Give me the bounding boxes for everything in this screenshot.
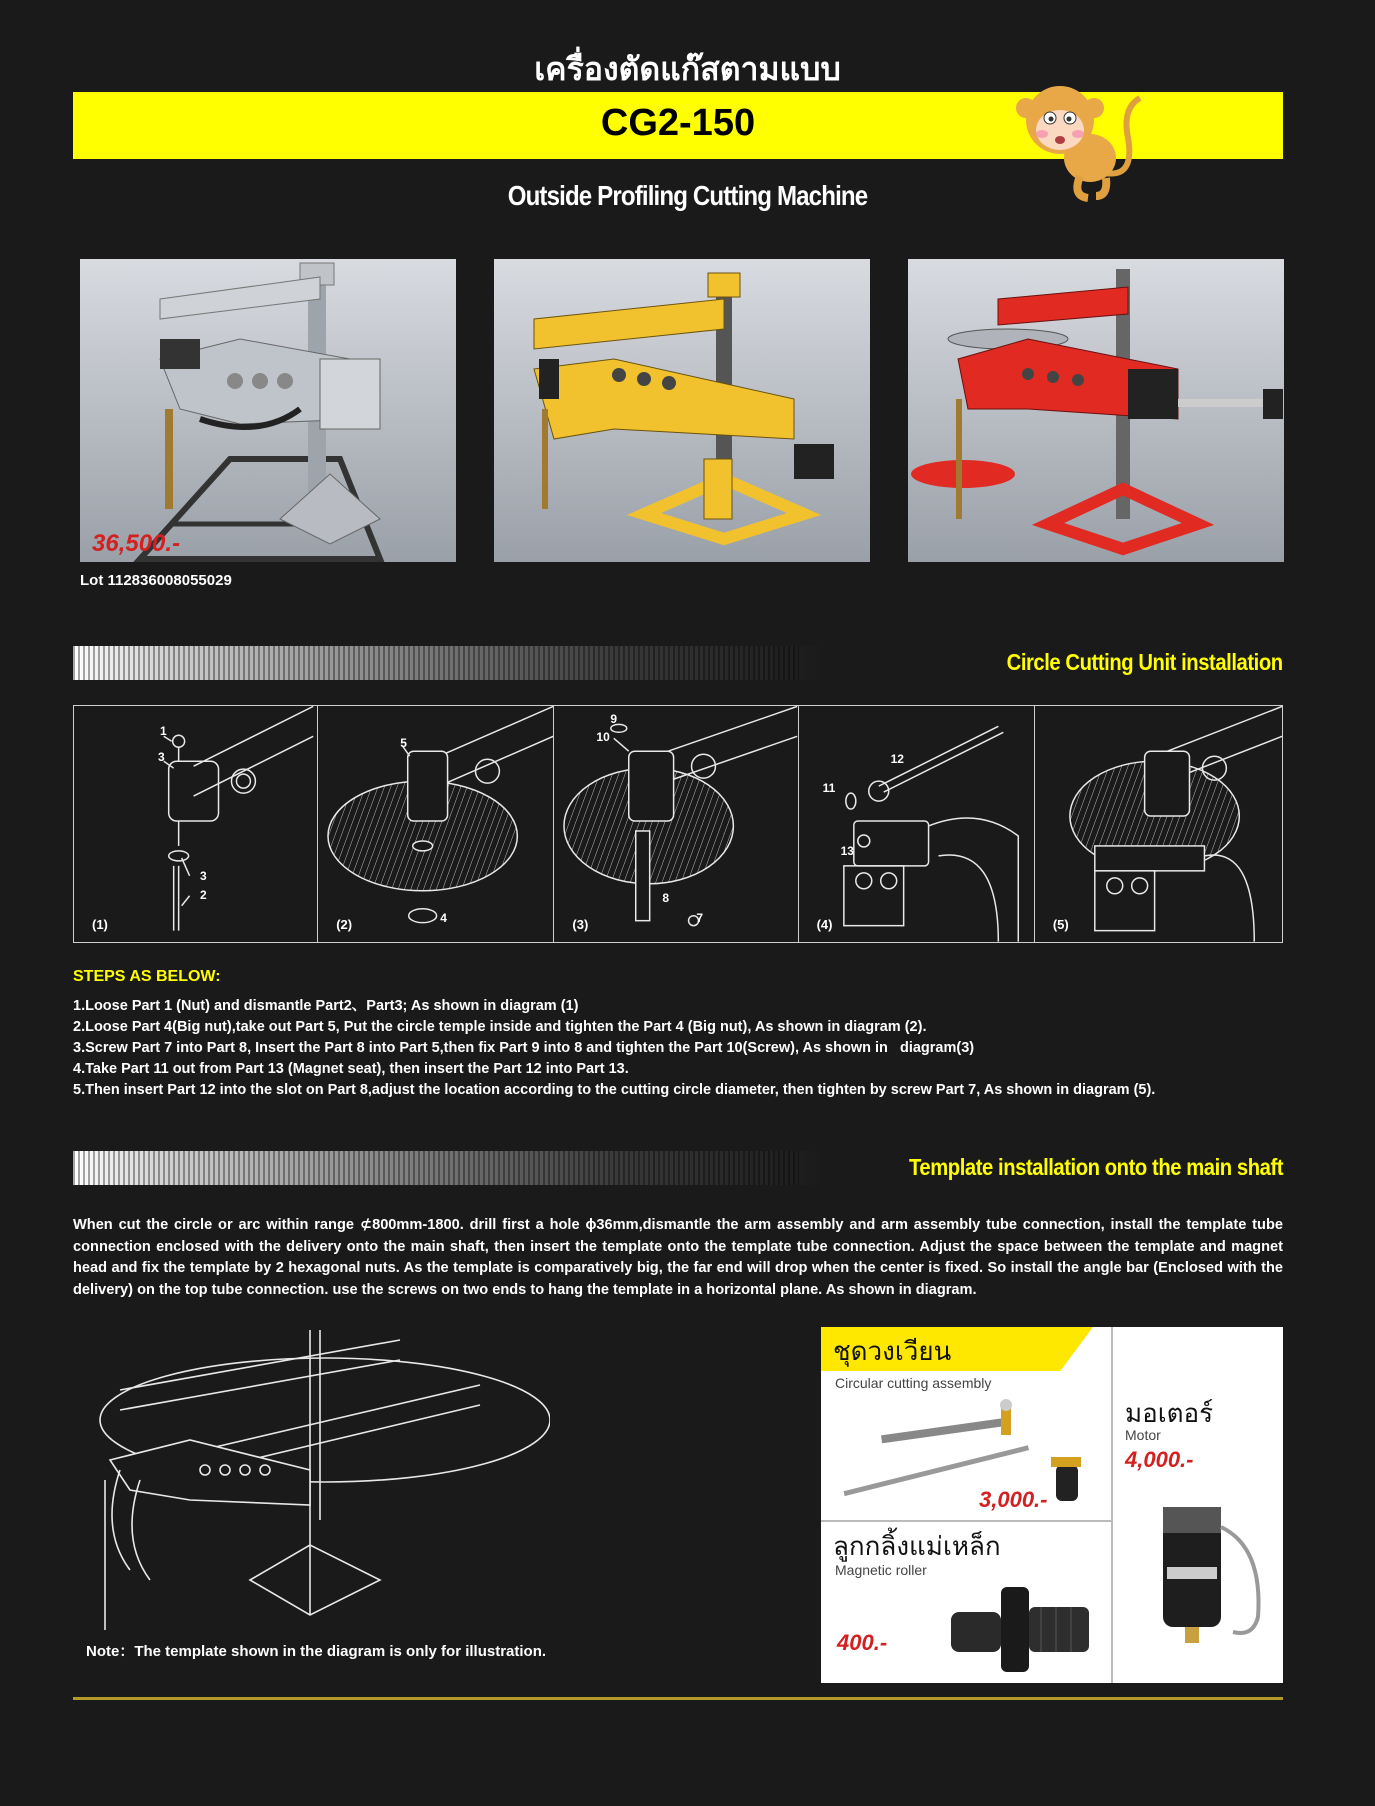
part-label: 10 [596, 730, 610, 744]
diagram-panel-3 [554, 706, 798, 942]
steps-list [73, 996, 1155, 1101]
accessory-motor [1113, 1327, 1283, 1683]
panel-label: (2) [336, 917, 353, 932]
part-label: 3 [200, 869, 207, 883]
diagram-panel-4 [799, 706, 1035, 942]
step-item: 5.Then insert Part 12 into the slot on Part 8,adjust the location according to the cutting circle diameter, then tighten by screw Part 7, As shown in diagram (5). [73, 1082, 1156, 1098]
accessory-english-name: Magnetic roller [835, 1562, 927, 1578]
template-section-title: Template installation onto the main shaft [908, 1154, 1283, 1180]
part-label: 1 [160, 724, 167, 738]
part-label: 13 [840, 844, 854, 858]
accessory-price: 3,000.- [979, 1487, 1048, 1512]
product-photo-silver [80, 259, 456, 562]
accessory-price: 400.- [837, 1630, 888, 1655]
template-note: Note：The template shown in the diagram is only for illustration. [86, 1643, 547, 1660]
product-price: 36,500.- [92, 530, 181, 557]
steps-title: STEPS AS BELOW: [73, 968, 221, 985]
part-label: 3 [158, 750, 165, 764]
accessory-english-name: Motor [1125, 1427, 1161, 1443]
subtitle: Outside Profiling Cutting Machine [507, 180, 868, 211]
accessory-thai-name: ชุดวงเวียน [833, 1337, 952, 1367]
diagram-panel-1 [74, 706, 318, 942]
template-paragraph: When cut the circle or arc within range ⊄800mm-1800. drill first a hole ϕ36mm,dismantle the arm assembly and arm assembly tube connection, install the template tube connection enclosed with the delivery onto the main shaft, then insert the template onto the template tube connection. Adjust the space between the template and magnet head and fix the template by 2 hexagonal nuts. As the template is comparatively big, the far end will drop when the center is fixed. So install the angle bar (Enclosed with the delivery) on the top tube connection. use the screws on two ends to hang the template in a horizontal plane. As shown in diagram. [73, 1217, 1283, 1298]
panel-label: (1) [92, 917, 108, 932]
part-label: 2 [200, 888, 207, 902]
product-photo-red [908, 259, 1284, 562]
accessories-panel [821, 1327, 1283, 1683]
accessory-price: 4,000.- [1125, 1447, 1194, 1472]
bottom-divider [73, 1697, 1283, 1700]
panel-label: (3) [572, 917, 589, 932]
motor-image [1133, 1497, 1283, 1647]
model-name: CG2-150 [600, 102, 756, 144]
panel-label: (5) [1052, 917, 1069, 932]
part-label: 9 [610, 712, 618, 726]
part-label: 12 [890, 752, 904, 766]
diagram-panel-2 [318, 706, 554, 942]
step-item: 1.Loose Part 1 (Nut) and dismantle Part2、Part3; As shown in diagram (1) [73, 998, 579, 1014]
template-installation-diagram [80, 1330, 550, 1630]
circle-section-bar [73, 646, 1283, 680]
accessory-english-name: Circular cutting assembly [835, 1375, 992, 1391]
accessory-thai-name: มอเตอร์ [1125, 1399, 1214, 1429]
step-item: 4.Take Part 11 out from Part 13 (Magnet seat), then insert the Part 12 into Part 13. [73, 1061, 629, 1077]
part-label: 11 [822, 781, 836, 795]
lot-number: Lot 112836008055029 [80, 572, 232, 589]
magnetic-roller-image [941, 1577, 1101, 1677]
accessory-thai-name: ลูกกลิ้งแม่เหล็ก [833, 1532, 1001, 1562]
circle-section-title: Circle Cutting Unit installation [1006, 649, 1283, 675]
installation-diagram-row [73, 705, 1283, 943]
template-section-bar [73, 1151, 1283, 1185]
step-item: 3.Screw Part 7 into Part 8, Insert the Part 8 into Part 5,then fix Part 9 into 8 and tighten the Part 10(Screw), As shown in diagram(3) [73, 1040, 975, 1056]
product-photo-yellow [494, 259, 870, 562]
part-label: 7 [696, 911, 704, 925]
thai-title: เครื่องตัดแก๊สตามแบบ [534, 50, 841, 88]
accessory-circular-assembly [821, 1327, 1111, 1520]
circular-assembly-image [841, 1397, 1101, 1507]
accessory-magnetic-roller [821, 1522, 1111, 1683]
panel-label: (4) [816, 917, 833, 932]
part-label: 4 [440, 911, 447, 925]
step-item: 2.Loose Part 4(Big nut),take out Part 5, Put the circle temple inside and tighten the Part 4 (Big nut), As shown in diagram (2). [73, 1019, 927, 1035]
part-label: 5 [400, 736, 407, 750]
part-label: 8 [662, 891, 670, 905]
diagram-panel-5 [1035, 706, 1282, 942]
